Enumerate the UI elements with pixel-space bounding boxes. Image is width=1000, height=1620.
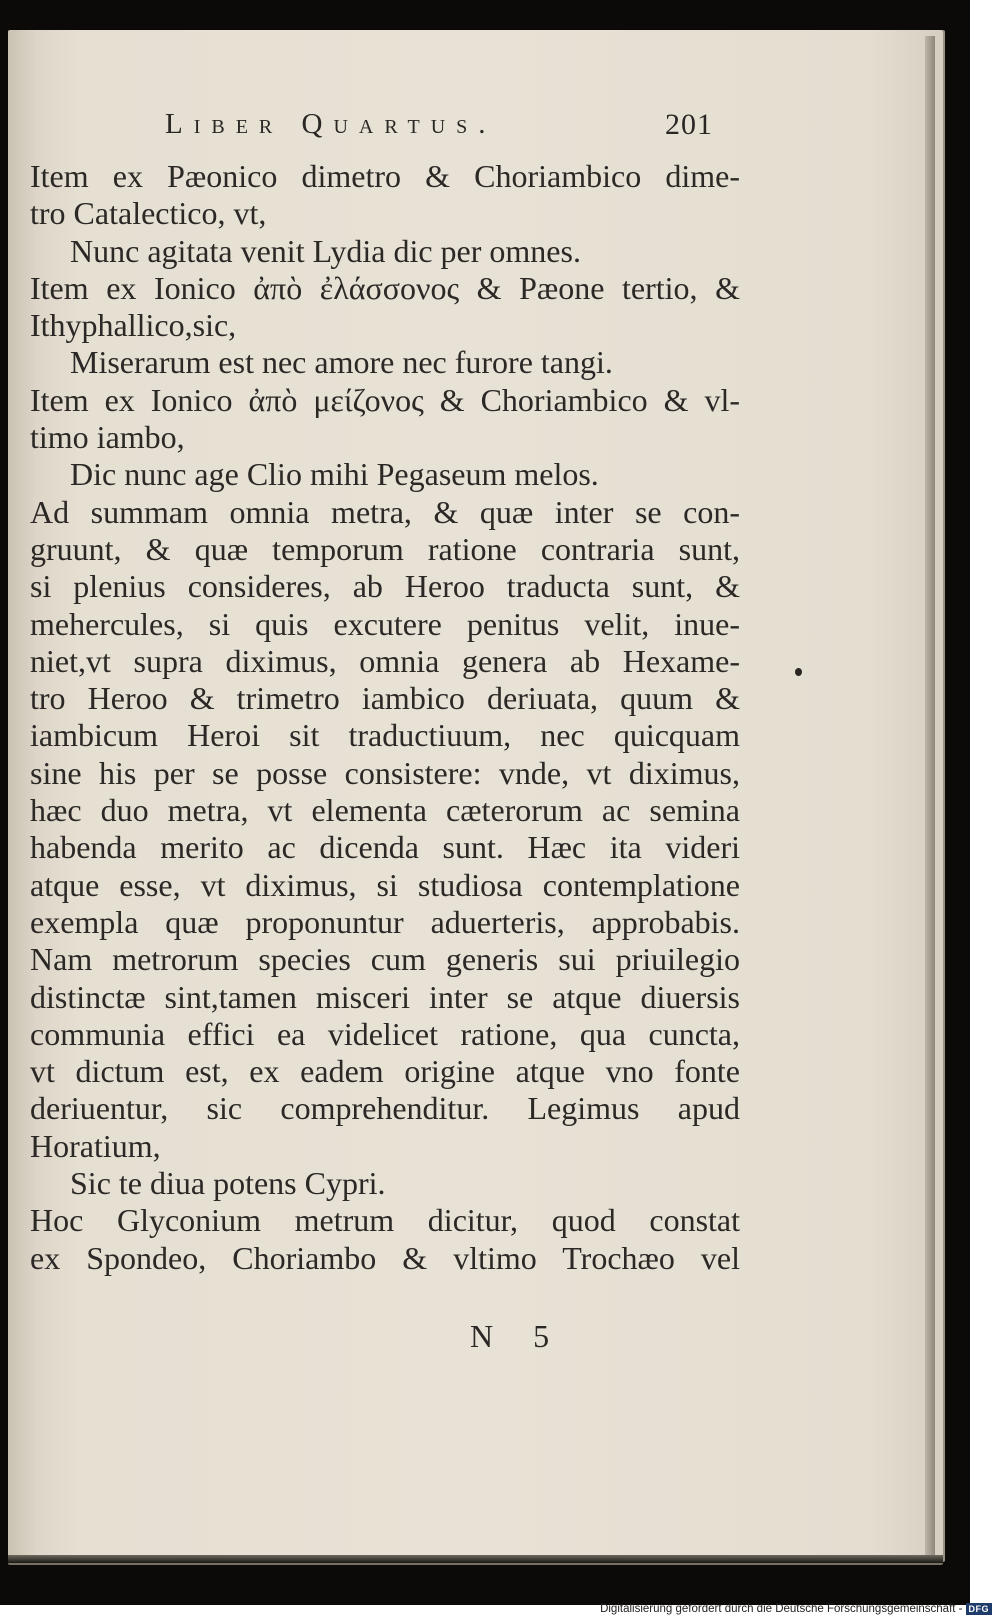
text-line: Ad summam omnia metra, & quæ inter se con- xyxy=(30,493,740,530)
text-line: deriuentur, sic comprehenditur. Legimus apud xyxy=(30,1090,740,1127)
text-line: Ithyphallico,sic, xyxy=(30,307,237,344)
text-line: communia effici ea videlicet ratione, qua cuncta, xyxy=(30,1015,740,1052)
text-line: exempla quæ proponuntur aduerteris, approbabis. xyxy=(30,903,740,940)
verse-line: Miserarum est nec amore nec furore tangi. xyxy=(70,344,613,381)
text-line: hæc duo metra, vt elementa cæterorum ac semina xyxy=(30,792,740,829)
text-line: Horatium, xyxy=(30,1127,161,1164)
running-title: Liber Quartus. xyxy=(165,108,497,140)
page-edge xyxy=(925,36,935,1556)
text-line: Nam metrorum species cum generis sui priuilegio xyxy=(30,941,740,978)
text-line: niet,vt supra diximus, omnia genera ab Hexame- xyxy=(30,642,740,679)
text-line: mehercules, si quis excutere penitus velit, inue- xyxy=(30,605,740,642)
text-line: si plenius consideres, ab Heroo traducta sunt, & xyxy=(30,568,740,605)
text-line: tro Catalectico, vt, xyxy=(30,195,267,232)
text-line: iambicum Heroi sit traductiuum, nec quicquam xyxy=(30,717,740,754)
text-line: Hoc Glyconium metrum dicitur, quod constat xyxy=(30,1202,740,1239)
body-text xyxy=(30,158,740,1277)
text-line: Item ex Ionico ἀπὸ ἐλάσσονος & Pæone tertio, & xyxy=(30,269,740,306)
text-line: atque esse, vt diximus, si studiosa contemplatione xyxy=(30,866,740,903)
verse-line: Sic te diua potens Cypri. xyxy=(70,1165,386,1202)
ink-speck xyxy=(795,668,802,676)
text-line: sine his per se posse consistere: vnde, vt diximus, xyxy=(30,754,740,791)
dfg-logo: DFG xyxy=(966,1603,993,1615)
running-head xyxy=(40,108,740,156)
text-line: Item ex Ionico ἀπὸ μείζονος & Choriambico & vl- xyxy=(30,381,740,418)
text-line: tro Heroo & trimetro iambico deriuata, quum & xyxy=(30,680,740,717)
verse-line: Dic nunc age Clio mihi Pegaseum melos. xyxy=(70,456,599,493)
text-line: distinctæ sint,tamen misceri inter se atque diuersis xyxy=(30,978,740,1015)
text-line: gruunt, & quæ temporum ratione contraria sunt, xyxy=(30,530,740,567)
digitization-credit xyxy=(600,1602,992,1616)
credit-text: Digitalisierung gefördert durch die Deutsche Forschungsgemeinschaft - xyxy=(600,1603,963,1615)
text-line: Item ex Pæonico dimetro & Choriambico dime- xyxy=(30,158,740,194)
text-line: vt dictum est, ex eadem origine atque vno fonte xyxy=(30,1053,740,1090)
text-line: ex Spondeo, Choriambo & vltimo Trochæo vel xyxy=(30,1239,740,1276)
text-line: timo iambo, xyxy=(30,419,185,456)
page-bottom-shadow xyxy=(8,1555,943,1563)
page-number: 201 xyxy=(665,108,713,141)
verse-line: Nunc agitata venit Lydia dic per omnes. xyxy=(70,232,581,269)
signature-mark: N 5 xyxy=(470,1318,566,1354)
text-line: habenda merito ac dicenda sunt. Hæc ita videri xyxy=(30,829,740,866)
